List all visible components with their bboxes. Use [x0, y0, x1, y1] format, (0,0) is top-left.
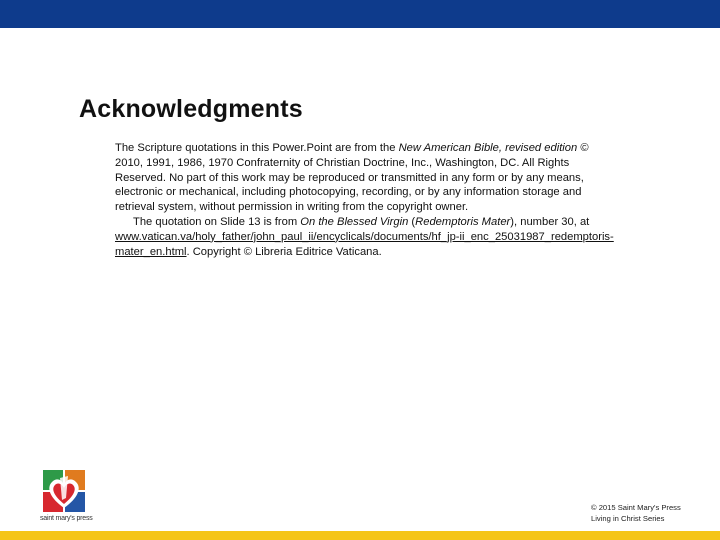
para2-rest: ), number 30, at	[510, 215, 590, 228]
para1-text: The Scripture quotations in this Power.Point are from the	[115, 142, 399, 154]
para1-rest: © 2010, 1991, 1986, 1970 Confraternity of Christian Doctrine, Inc., Washington, DC. All Rights Reserved. No part of this work may be reproduced or transmitted in any form or by any means, electronic or mechanical, including photocopying, recording, or by any information storage and retrieval system, without permission in writing from the copyright owner.	[115, 142, 589, 214]
vatican-link[interactable]: www.vatican.va/holy_father/john_paul_ii/encyclicals/documents/hf_jp-ii_enc_25031987_redemptoris-mater_en.html	[115, 230, 614, 258]
quotation-credit-paragraph	[115, 215, 615, 259]
logo-text: saint mary's press	[40, 515, 93, 522]
footer-copyright: © 2015 Saint Mary's Press	[591, 503, 681, 512]
bible-title: New American Bible, revised edition	[398, 142, 578, 154]
para2-mid: (	[408, 215, 416, 228]
logo-mark-icon	[40, 468, 88, 514]
para2-end: . Copyright © Libreria Editrice Vaticana.	[186, 245, 382, 258]
top-banner	[0, 0, 720, 28]
footer-series: Living in Christ Series	[591, 514, 665, 523]
document-title: On the Blessed Virgin	[300, 215, 409, 228]
slide-title: Acknowledgments	[79, 95, 303, 123]
bottom-banner	[0, 531, 720, 540]
document-latin-title: Redemptoris Mater	[415, 215, 511, 228]
scripture-credit-paragraph	[115, 141, 615, 215]
footer	[591, 502, 681, 524]
publisher-logo	[40, 468, 93, 526]
slide-body	[115, 141, 615, 259]
para2-text: The quotation on Slide 13 is from	[133, 215, 301, 228]
